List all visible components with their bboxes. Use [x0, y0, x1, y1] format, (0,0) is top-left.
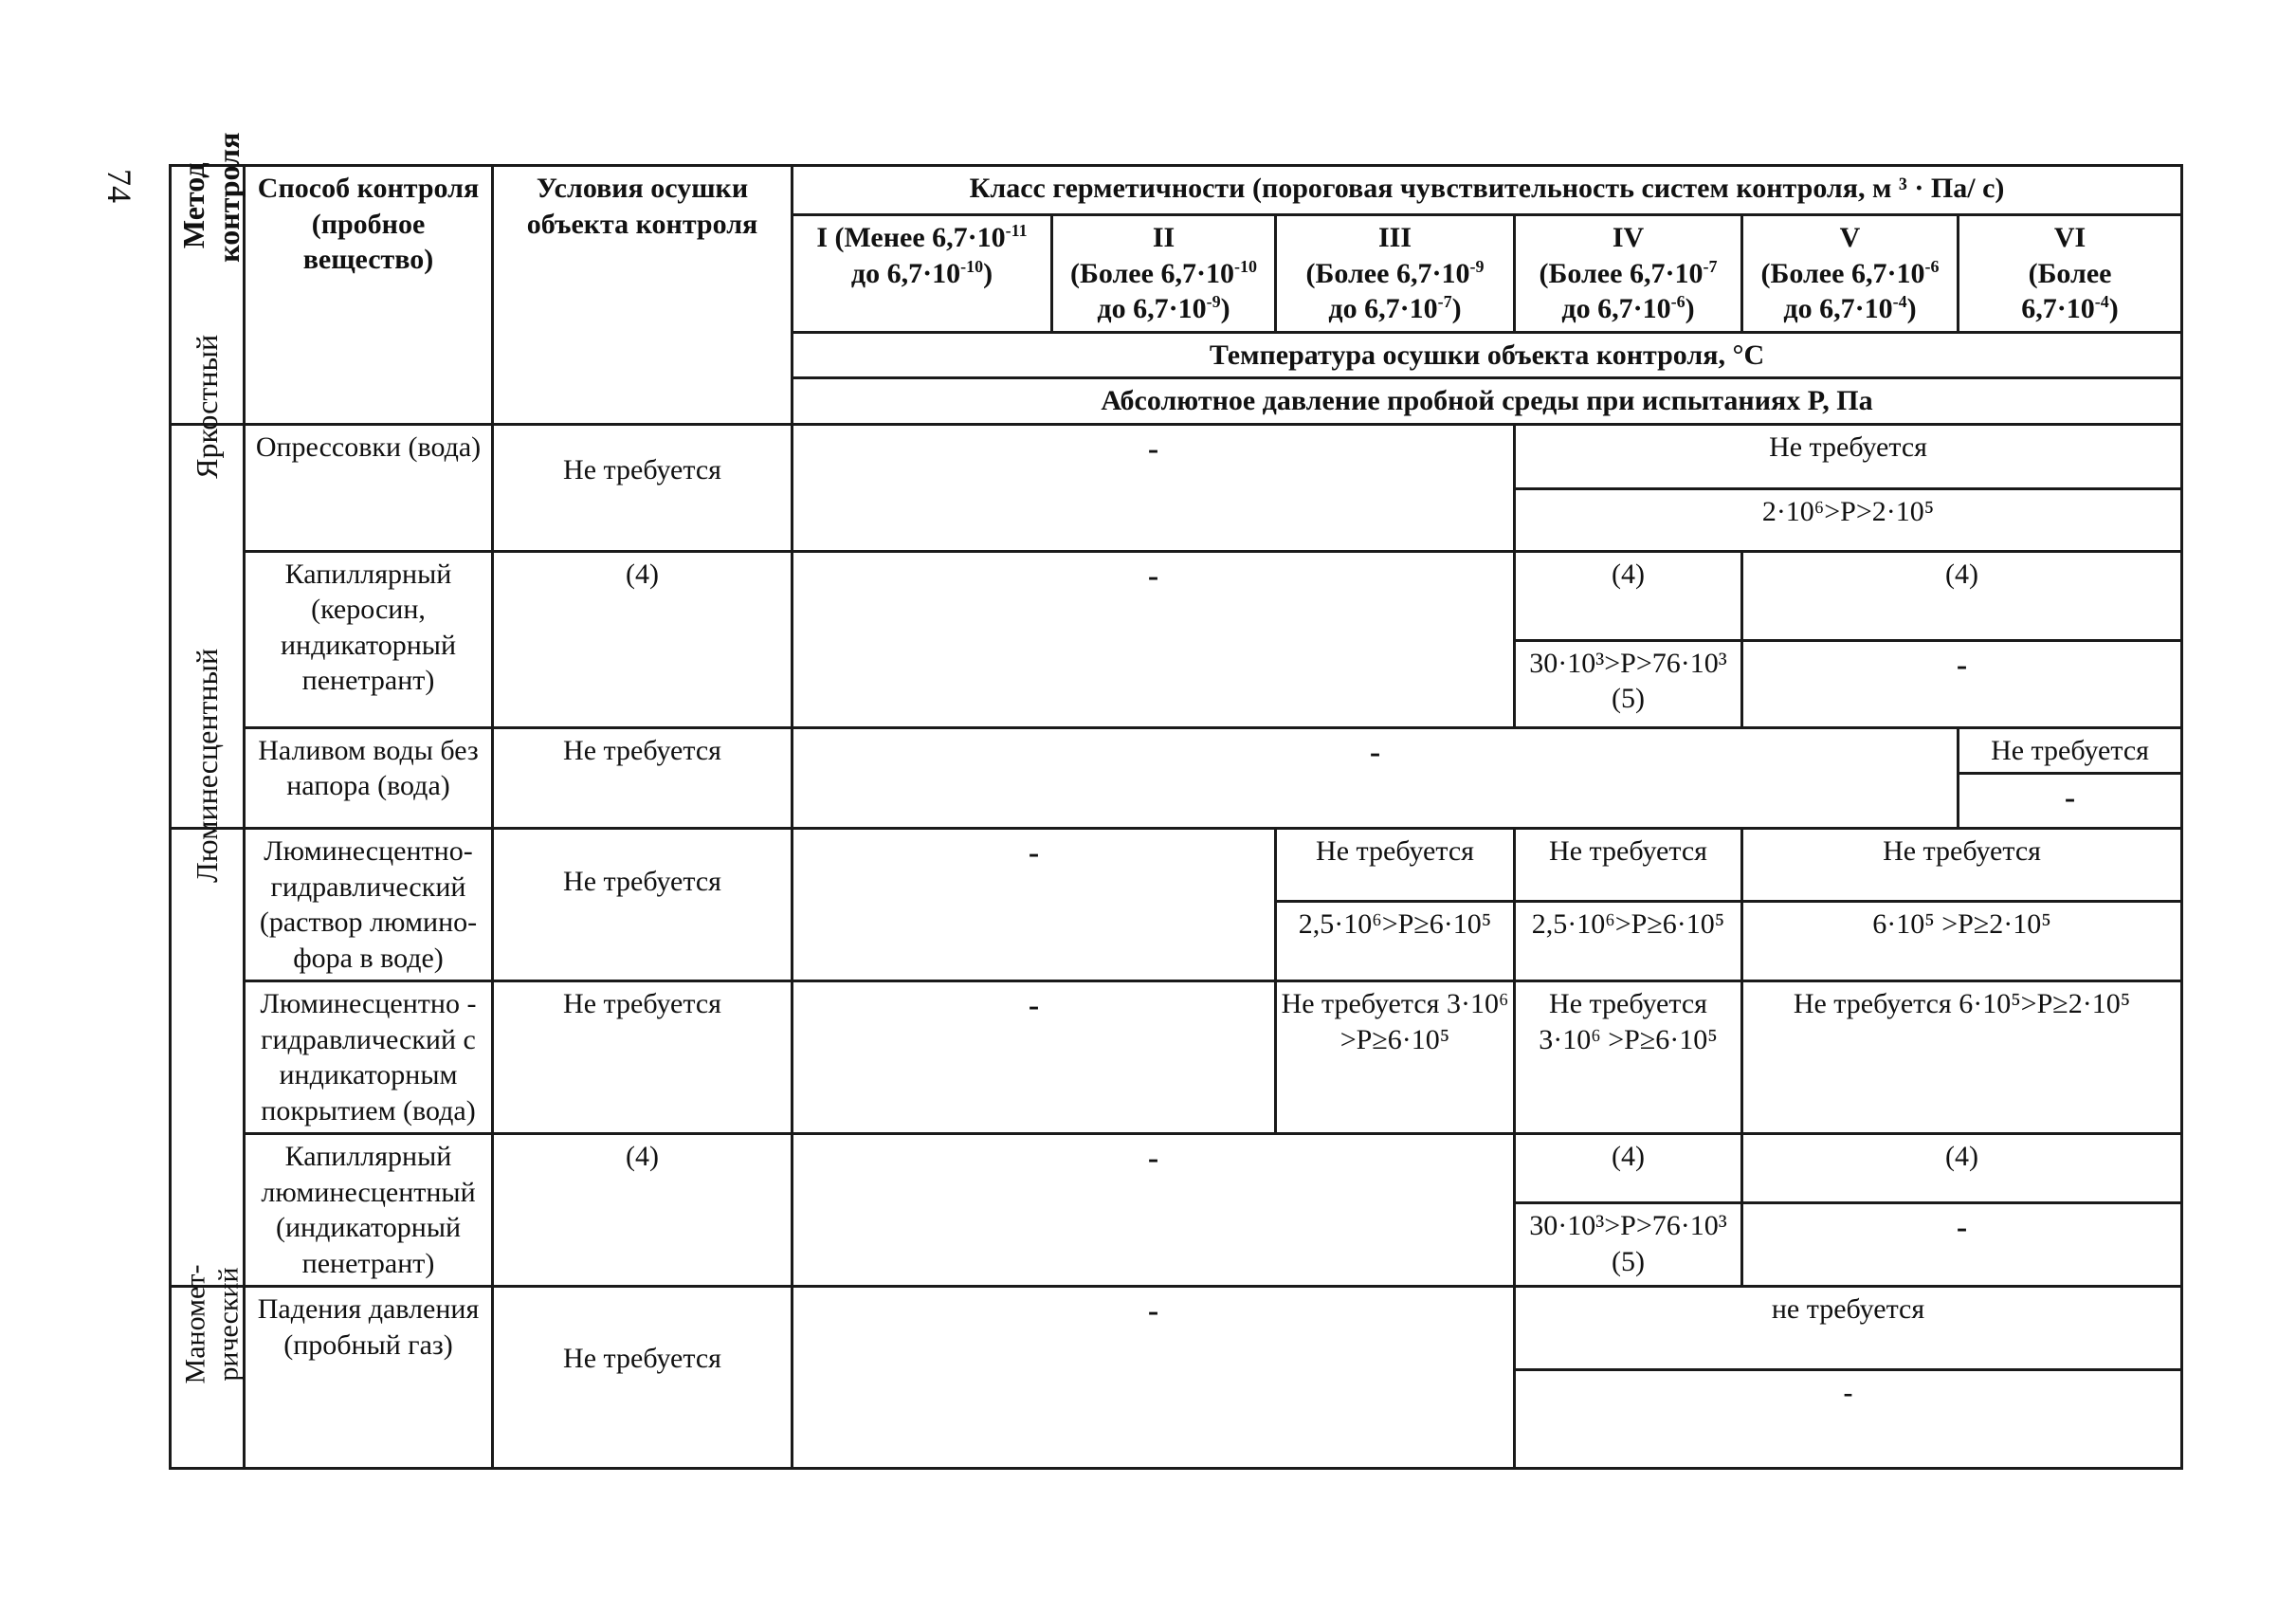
capil-lum-iv-temp: (4) — [1515, 1134, 1742, 1203]
class-ii-header: II (Более $6,7\cdot 10^{-10}$ до $6,7\cdot 10^{-9}$) — [1052, 215, 1276, 333]
group-mano-label: Маномет-рический — [179, 1264, 244, 1384]
naliv-vi-temp: Не требуется — [1959, 727, 2182, 774]
drying-capil-lum: (4) — [493, 1134, 793, 1287]
class-i-header: I (Менее $6,7\cdot 10^{-11}$ до $6,7\cdot 10^{-10}$) — [793, 215, 1052, 333]
group-bright-label: Яркостный — [190, 334, 225, 479]
class-vi-header: VI (Более $6,7\cdot 10^{-4}$) — [1959, 215, 2182, 333]
dash-capil-lum: - — [793, 1134, 1515, 1287]
way-capil: Капиллярный (керосин, индикаторный пенетрант) — [245, 551, 493, 727]
lumind-v-value: Не требуется 6·10⁵>P≥2·10⁵ — [1742, 981, 2182, 1134]
capil-lum-iv-pressure: 30·10³>P>76·10³ (5) — [1515, 1203, 1742, 1287]
capil-v-temp: (4) — [1742, 551, 2182, 640]
opress-pressure: 2·10⁶>P>2·10⁵ — [1515, 488, 2182, 551]
lumhyd-iii-pressure: 2,5·10⁶>P≥6·10⁵ — [1276, 902, 1515, 981]
drying-capil: (4) — [493, 551, 793, 727]
temperature-header: Температура осушки объекта контроля, °С — [793, 332, 2182, 378]
group-mano — [171, 1264, 245, 1469]
dash-lumind: - — [793, 981, 1276, 1134]
group-lumin-label: Люминесцентный — [190, 648, 225, 883]
page-number: 74 — [100, 169, 138, 203]
class-title-header: Класс герметичности (пороговая чувствительность систем контроля, м ³ · Па/ с) — [793, 166, 2182, 215]
pad-pressure: - — [1515, 1370, 2182, 1469]
capil-lum-v-pressure: - — [1742, 1203, 2182, 1287]
method-header-text: Метод контроля — [176, 132, 246, 263]
dash-capil: - — [793, 551, 1515, 727]
capil-lum-v-temp: (4) — [1742, 1134, 2182, 1203]
lumind-iii-value: Не требуется 3·10⁶ >P≥6·10⁵ — [1276, 981, 1515, 1134]
dash-lumhyd: - — [793, 829, 1276, 981]
group-lumin — [171, 648, 245, 1287]
pad-temp: не требуется — [1515, 1287, 2182, 1370]
drying-naliv: Не требуется — [493, 727, 793, 829]
capil-iv-temp: (4) — [1515, 551, 1742, 640]
way-lumhyd: Люминесцентно-гидравлический (раствор люмино-фора в воде) — [245, 829, 493, 981]
class-v-header: V (Более $6,7\cdot 10^{-6}$ до $6,7\cdot 10^{-4}$) — [1742, 215, 1959, 333]
drying-opress: Не требуется — [493, 424, 793, 551]
capil-v-pressure: - — [1742, 640, 2182, 727]
lumhyd-v-pressure: 6·10⁵ >P≥2·10⁵ — [1742, 902, 2182, 981]
lumhyd-iv-temp: Не требуется — [1515, 829, 1742, 902]
class-iii-header: III (Более $6,7\cdot 10^{-9}$ до $6,7\cdot 10^{-7}$) — [1276, 215, 1515, 333]
dash-pad: - — [793, 1287, 1515, 1469]
naliv-vi-pressure: - — [1959, 774, 2182, 829]
leak-tightness-table — [169, 132, 2183, 1470]
pressure-header: Абсолютное давление пробной среды при испытаниях P, Па — [793, 378, 2182, 425]
way-pad: Падения давления (пробный газ) — [245, 1287, 493, 1469]
opress-temp: Не требуется — [1515, 424, 2182, 488]
way-opress: Опрессовки (вода) — [245, 424, 493, 551]
way-naliv: Наливом воды без напора (вода) — [245, 727, 493, 829]
class-iv-header: IV (Более $6,7\cdot 10^{-7}$ до $6,7\cdot 10^{-6}$) — [1515, 215, 1742, 333]
lumhyd-iii-temp: Не требуется — [1276, 829, 1515, 902]
capil-iv-pressure: 30·10³>P>76·10³ (5) — [1515, 640, 1742, 727]
drying-lumind: Не требуется — [493, 981, 793, 1134]
dash-opress: - — [793, 424, 1515, 551]
way-lumind: Люминесцентно - гидравлический с индикаторным покрытием (вода) — [245, 981, 493, 1134]
drying-lumhyd: Не требуется — [493, 829, 793, 981]
drying-header: Условия осушки объекта контроля — [493, 166, 793, 425]
drying-pad: Не требуется — [493, 1287, 793, 1469]
way-capil-lum: Капиллярный люминесцентный (индикаторный пенетрант) — [245, 1134, 493, 1287]
lumhyd-iv-pressure: 2,5·10⁶>P≥6·10⁵ — [1515, 902, 1742, 981]
lumind-iv-value: Не требуется 3·10⁶ >P≥6·10⁵ — [1515, 981, 1742, 1134]
way-header: Способ контроля (пробное вещество) — [245, 166, 493, 425]
dash-naliv: - — [793, 727, 1959, 829]
lumhyd-v-temp: Не требуется — [1742, 829, 2182, 902]
